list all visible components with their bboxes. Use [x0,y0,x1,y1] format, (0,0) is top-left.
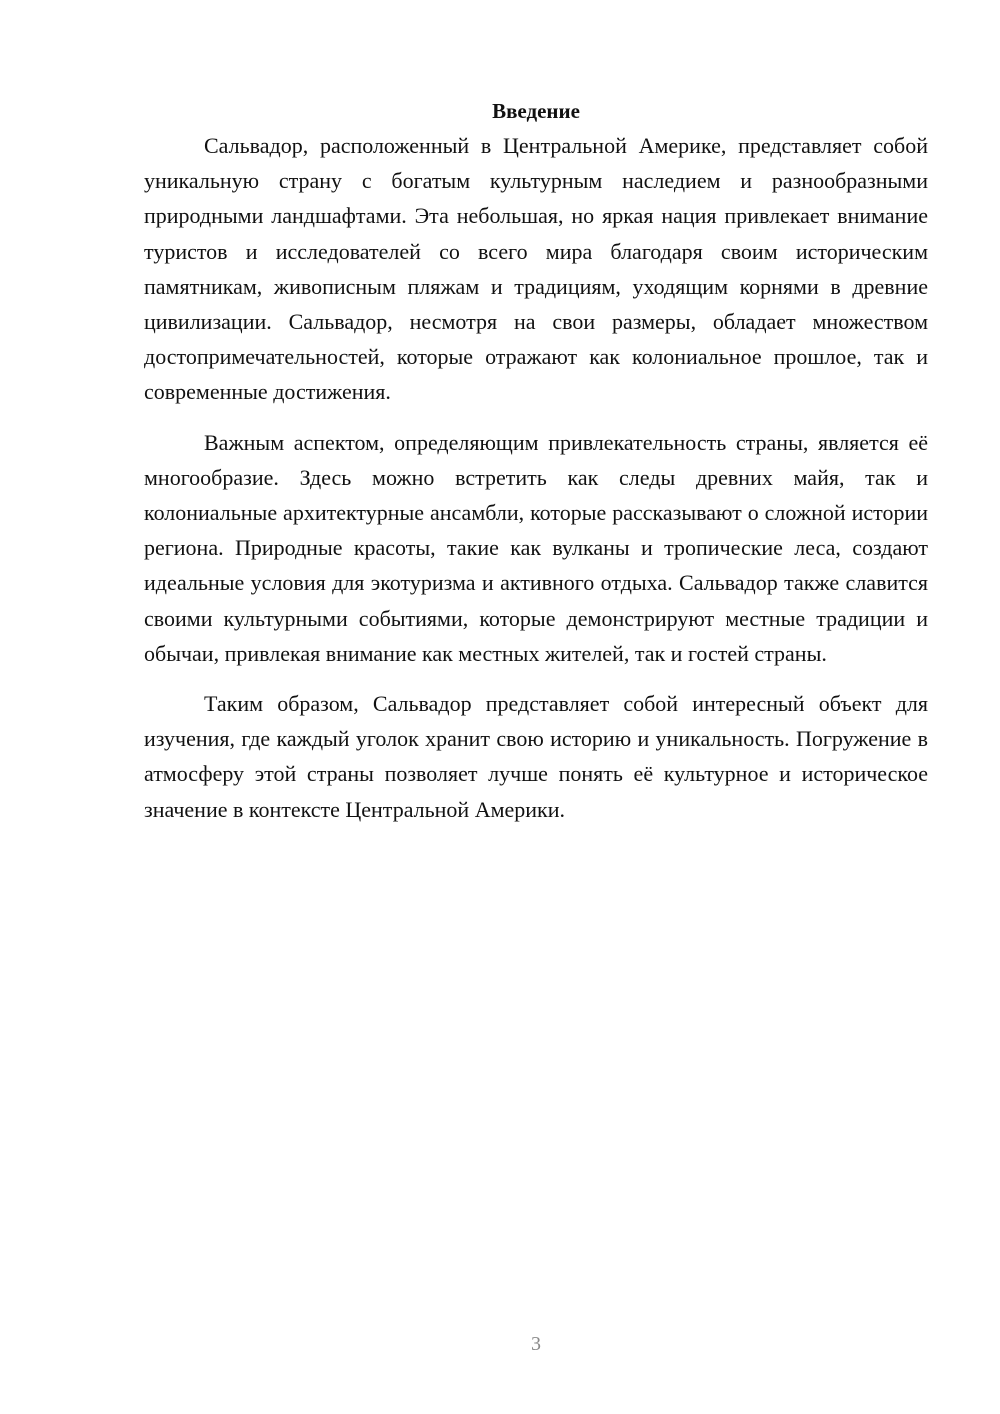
paragraph-2: Важным аспектом, определяющим привлекательность страны, является её многообразие. Здесь можно встретить как следы древних майя, так и колониальные архитектурные ансамбли, которые рассказывают о сложной истории региона. Природные красоты, такие как вулканы и тропические леса, создают идеальные условия для экотуризма и активного отдыха. Сальвадор также славится своими культурными событиями, которые демонстрируют местные традиции и обычаи, привлекая внимание как местных жителей, так и гостей страны. [144,429,928,666]
paragraph-3: Таким образом, Сальвадор представляет собой интересный объект для изучения, где каждый уголок хранит свою историю и уникальность. Погружение в атмосферу этой страны позволяет лучше понять её культурное и историческое значение в контексте Центральной Америки. [144,691,928,822]
page-number: 3 [531,1333,541,1355]
page-content [144,96,928,842]
section-title: Введение [492,99,580,123]
paragraph-1: Сальвадор, расположенный в Центральной Америке, представляет собой уникальную страну с богатым культурным наследием и разнообразными природными ландшафтами. Эта небольшая, но яркая нация привлекает внимание туристов и исследователей со всего мира благодаря своим историческим памятникам, живописным пляжам и традициям, уходящим корнями в древние цивилизации. Сальвадор, несмотря на свои размеры, обладает множеством достопримечательностей, которые отражают как колониальное прошлое, так и современные достижения. [144,133,928,405]
